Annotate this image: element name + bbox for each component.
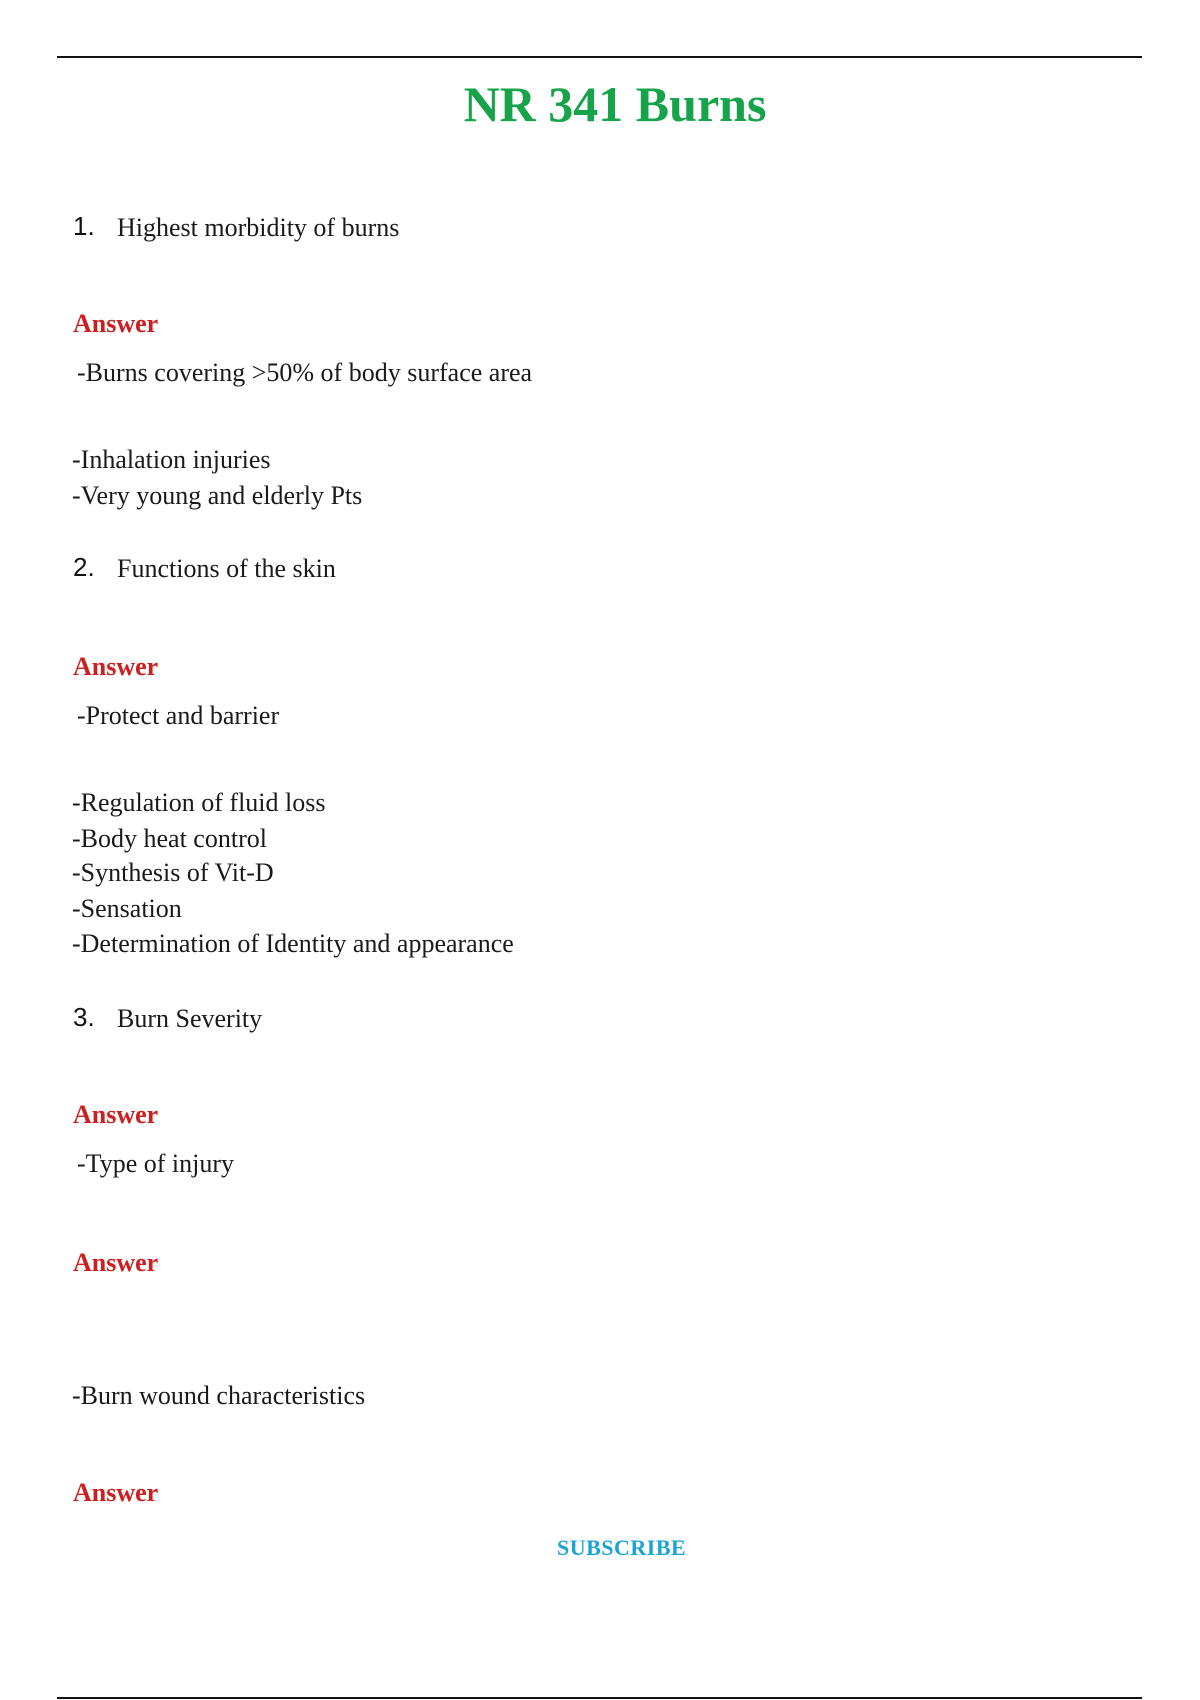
question-text: Functions of the skin — [117, 554, 336, 583]
answer-line: -Inhalation injuries — [72, 445, 271, 474]
answer-line: -Protect and barrier — [77, 701, 280, 730]
answer-line: -Determination of Identity and appearance — [72, 929, 514, 958]
document-title: NR 341 Burns — [463, 76, 767, 132]
answer-label: Answer — [73, 1478, 159, 1507]
answer-line: -Burns covering >50% of body surface area — [77, 358, 533, 387]
question-number: 2. — [73, 552, 95, 582]
answer-label: Answer — [73, 1248, 159, 1277]
answer-line: -Very young and elderly Pts — [72, 481, 363, 510]
question-text: Burn Severity — [117, 1004, 263, 1033]
answer-line: -Burn wound characteristics — [72, 1381, 366, 1410]
answer-label: Answer — [73, 309, 159, 338]
answer-line: -Body heat control — [72, 824, 267, 853]
answer-line: -Synthesis of Vit-D — [72, 858, 274, 887]
answer-line: -Sensation — [72, 894, 182, 923]
bottom-rule — [57, 1697, 1142, 1699]
answer-label: Answer — [73, 652, 159, 681]
question-number: 3. — [73, 1002, 95, 1032]
answer-line: -Regulation of fluid loss — [72, 788, 326, 817]
question-number: 1. — [73, 211, 95, 241]
subscribe-link[interactable]: SUBSCRIBE — [557, 1535, 687, 1560]
answer-line: -Type of injury — [77, 1149, 235, 1178]
top-rule — [57, 56, 1142, 58]
answer-label: Answer — [73, 1100, 159, 1129]
question-text: Highest morbidity of burns — [117, 213, 400, 242]
